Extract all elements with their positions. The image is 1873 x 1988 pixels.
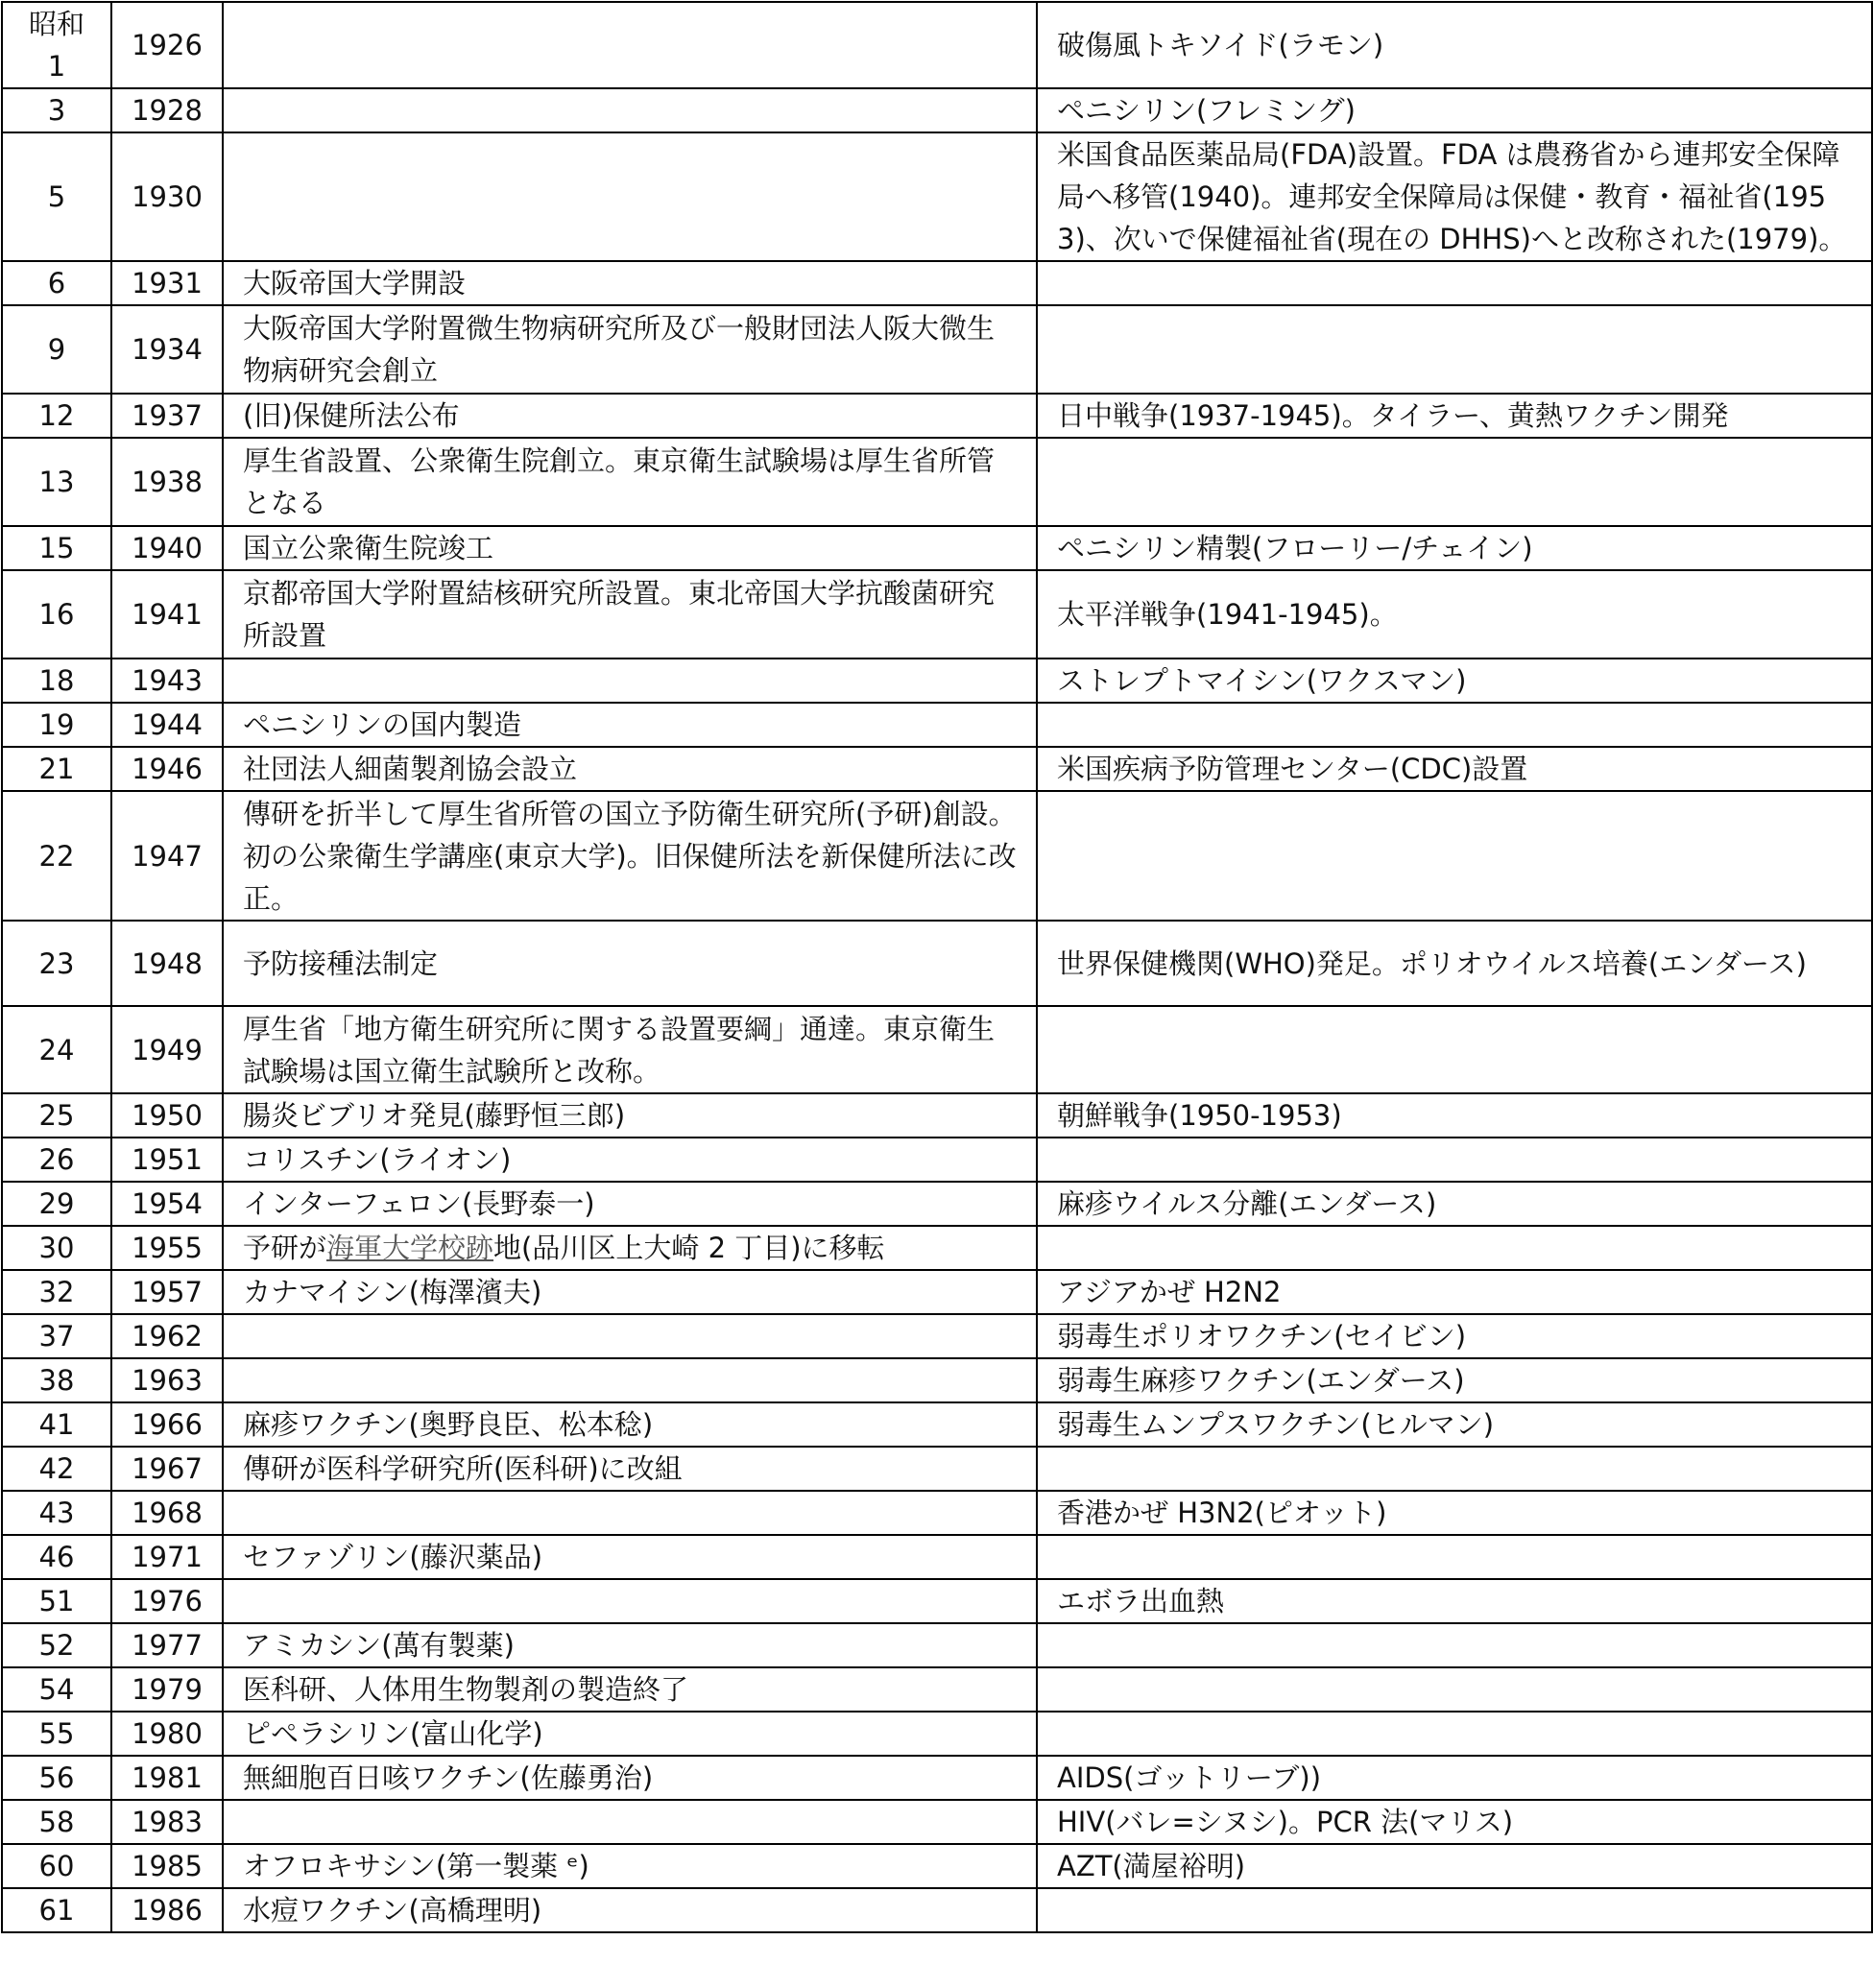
- table-row: [2, 132, 1872, 261]
- era-cell: 58: [2, 1800, 111, 1844]
- year-cell: 1944: [111, 703, 223, 747]
- world-event-cell: 日中戦争(1937-1945)。タイラー、黄熱ワクチン開発: [1037, 394, 1872, 438]
- japan-event-cell: [223, 132, 1037, 261]
- era-year: 1: [47, 50, 66, 83]
- era-cell: 23: [2, 921, 111, 1006]
- world-event-cell: [1037, 261, 1872, 305]
- year-cell: 1950: [111, 1093, 223, 1138]
- japan-event-cell: 厚生省「地方衛生研究所に関する設置要綱」通達。東京衛生試験場は国立衛生試験所と改称。: [223, 1006, 1037, 1093]
- world-event-cell: 太平洋戦争(1941-1945)。: [1037, 570, 1872, 659]
- era-cell: 3: [2, 88, 111, 132]
- japan-event-cell: セファゾリン(藤沢薬品): [223, 1535, 1037, 1579]
- era-cell: 43: [2, 1491, 111, 1535]
- era-cell: 29: [2, 1182, 111, 1226]
- world-event-cell: 破傷風トキソイド(ラモン): [1037, 2, 1872, 88]
- table-row: [2, 1667, 1872, 1712]
- year-cell: 1943: [111, 659, 223, 703]
- era-cell: 55: [2, 1712, 111, 1756]
- japan-event-cell: 大阪帝国大学附置微生物病研究所及び一般財団法人阪大微生物病研究会創立: [223, 305, 1037, 394]
- era-cell: 54: [2, 1667, 111, 1712]
- era-cell: 25: [2, 1093, 111, 1138]
- year-cell: 1941: [111, 570, 223, 659]
- japan-event-cell: 大阪帝国大学開設: [223, 261, 1037, 305]
- era-name: 昭和: [28, 8, 84, 40]
- japan-event-cell: 無細胞百日咳ワクチン(佐藤勇治): [223, 1756, 1037, 1800]
- table-row: [2, 1712, 1872, 1756]
- year-cell: 1940: [111, 526, 223, 570]
- era-cell: 46: [2, 1535, 111, 1579]
- japan-event-cell: (旧)保健所法公布: [223, 394, 1037, 438]
- era-cell: 18: [2, 659, 111, 703]
- japan-event-cell: ペニシリンの国内製造: [223, 703, 1037, 747]
- table-row: [2, 261, 1872, 305]
- japan-event-cell: [223, 1226, 1037, 1270]
- year-cell: 1951: [111, 1138, 223, 1182]
- era-cell: 21: [2, 747, 111, 791]
- year-cell: 1946: [111, 747, 223, 791]
- era-cell: 13: [2, 438, 111, 526]
- era-cell: 42: [2, 1447, 111, 1491]
- year-cell: 1977: [111, 1623, 223, 1667]
- world-event-cell: AZT(満屋裕明): [1037, 1844, 1872, 1888]
- year-cell: 1937: [111, 394, 223, 438]
- world-event-cell: [1037, 1006, 1872, 1093]
- japan-event-cell: 国立公衆衛生院竣工: [223, 526, 1037, 570]
- japan-event-text-post: 地(品川区上大崎 2 丁目)に移転: [493, 1232, 885, 1264]
- era-cell: 41: [2, 1402, 111, 1447]
- world-event-cell: [1037, 1623, 1872, 1667]
- year-cell: 1976: [111, 1579, 223, 1623]
- table-row: [2, 659, 1872, 703]
- japan-event-cell: [223, 1358, 1037, 1402]
- world-event-cell: ペニシリン精製(フローリー/チェイン): [1037, 526, 1872, 570]
- table-row: [2, 88, 1872, 132]
- world-event-cell: HIV(バレ=シヌシ)。PCR 法(マリス): [1037, 1800, 1872, 1844]
- world-event-cell: [1037, 703, 1872, 747]
- japan-event-cell: ピペラシリン(富山化学): [223, 1712, 1037, 1756]
- era-cell: 16: [2, 570, 111, 659]
- year-cell: 1971: [111, 1535, 223, 1579]
- year-cell: 1928: [111, 88, 223, 132]
- era-cell: 12: [2, 394, 111, 438]
- japan-event-cell: [223, 1800, 1037, 1844]
- table-row: [2, 1579, 1872, 1623]
- era-cell: 19: [2, 703, 111, 747]
- japan-event-cell: カナマイシン(梅澤濱夫): [223, 1270, 1037, 1314]
- year-cell: 1938: [111, 438, 223, 526]
- era-cell: 32: [2, 1270, 111, 1314]
- table-row: [2, 747, 1872, 791]
- world-event-cell: エボラ出血熱: [1037, 1579, 1872, 1623]
- world-event-cell: 香港かぜ H3N2(ピオット): [1037, 1491, 1872, 1535]
- year-cell: 1957: [111, 1270, 223, 1314]
- table-row: [2, 791, 1872, 921]
- japan-event-cell: 傳研が医科学研究所(医科研)に改組: [223, 1447, 1037, 1491]
- timeline-body: [2, 2, 1872, 1932]
- japan-event-text-pre: 予研が: [243, 1232, 327, 1264]
- world-event-cell: 朝鮮戦争(1950-1953): [1037, 1093, 1872, 1138]
- year-cell: 1986: [111, 1888, 223, 1932]
- world-event-cell: [1037, 1138, 1872, 1182]
- era-cell: 38: [2, 1358, 111, 1402]
- era-cell: [2, 2, 111, 88]
- japan-event-cell: オフロキサシン(第一製薬 ᵉ): [223, 1844, 1037, 1888]
- table-row: [2, 394, 1872, 438]
- year-cell: 1980: [111, 1712, 223, 1756]
- world-event-cell: 弱毒生ポリオワクチン(セイビン): [1037, 1314, 1872, 1358]
- timeline-table: [1, 1, 1873, 1933]
- japan-event-cell: [223, 659, 1037, 703]
- era-cell: 22: [2, 791, 111, 921]
- year-cell: 1983: [111, 1800, 223, 1844]
- era-cell: 9: [2, 305, 111, 394]
- table-row: [2, 1358, 1872, 1402]
- era-cell: 52: [2, 1623, 111, 1667]
- world-event-cell: アジアかぜ H2N2: [1037, 1270, 1872, 1314]
- table-row: [2, 570, 1872, 659]
- era-cell: 6: [2, 261, 111, 305]
- era-cell: 61: [2, 1888, 111, 1932]
- table-row: [2, 1270, 1872, 1314]
- table-row: [2, 921, 1872, 1006]
- world-event-cell: 弱毒生麻疹ワクチン(エンダース): [1037, 1358, 1872, 1402]
- place-link[interactable]: 海軍大学校跡: [326, 1232, 494, 1264]
- world-event-cell: [1037, 1667, 1872, 1712]
- year-cell: 1948: [111, 921, 223, 1006]
- year-cell: 1967: [111, 1447, 223, 1491]
- world-event-cell: 麻疹ウイルス分離(エンダース): [1037, 1182, 1872, 1226]
- year-cell: 1962: [111, 1314, 223, 1358]
- year-cell: 1930: [111, 132, 223, 261]
- world-event-cell: [1037, 438, 1872, 526]
- year-cell: 1968: [111, 1491, 223, 1535]
- table-row: [2, 703, 1872, 747]
- japan-event-cell: アミカシン(萬有製薬): [223, 1623, 1037, 1667]
- japan-event-cell: 厚生省設置、公衆衛生院創立。東京衛生試験場は厚生省所管となる: [223, 438, 1037, 526]
- era-cell: 37: [2, 1314, 111, 1358]
- era-cell: 15: [2, 526, 111, 570]
- japan-event-cell: インターフェロン(長野泰一): [223, 1182, 1037, 1226]
- japan-event-cell: 京都帝国大学附置結核研究所設置。東北帝国大学抗酸菌研究所設置: [223, 570, 1037, 659]
- world-event-cell: 世界保健機関(WHO)発足。ポリオウイルス培養(エンダース): [1037, 921, 1872, 1006]
- table-row: [2, 1447, 1872, 1491]
- year-cell: 1926: [111, 2, 223, 88]
- japan-event-cell: [223, 2, 1037, 88]
- world-event-cell: [1037, 305, 1872, 394]
- year-cell: 1954: [111, 1182, 223, 1226]
- world-event-cell: 弱毒生ムンプスワクチン(ヒルマン): [1037, 1402, 1872, 1447]
- world-event-cell: [1037, 1447, 1872, 1491]
- japan-event-cell: 麻疹ワクチン(奥野良臣、松本稔): [223, 1402, 1037, 1447]
- table-row: [2, 1491, 1872, 1535]
- year-cell: 1949: [111, 1006, 223, 1093]
- japan-event-cell: 水痘ワクチン(高橋理明): [223, 1888, 1037, 1932]
- table-row: [2, 1314, 1872, 1358]
- table-row: [2, 438, 1872, 526]
- japan-event-cell: 傳研を折半して厚生省所管の国立予防衛生研究所(予研)創設。初の公衆衛生学講座(東京大学)。旧保健所法を新保健所法に改正。: [223, 791, 1037, 921]
- table-row: [2, 1888, 1872, 1932]
- table-row: [2, 1402, 1872, 1447]
- world-event-cell: [1037, 1226, 1872, 1270]
- japan-event-cell: 医科研、人体用生物製剤の製造終了: [223, 1667, 1037, 1712]
- era-cell: 30: [2, 1226, 111, 1270]
- japan-event-cell: [223, 1314, 1037, 1358]
- table-row: [2, 1006, 1872, 1093]
- world-event-cell: [1037, 791, 1872, 921]
- japan-event-cell: [223, 1491, 1037, 1535]
- table-row: [2, 305, 1872, 394]
- year-cell: 1981: [111, 1756, 223, 1800]
- year-cell: 1985: [111, 1844, 223, 1888]
- table-row: [2, 526, 1872, 570]
- year-cell: 1947: [111, 791, 223, 921]
- year-cell: 1966: [111, 1402, 223, 1447]
- world-event-cell: AIDS(ゴットリーブ)): [1037, 1756, 1872, 1800]
- japan-event-cell: 予防接種法制定: [223, 921, 1037, 1006]
- table-row: [2, 1800, 1872, 1844]
- table-row: [2, 1535, 1872, 1579]
- table-row: [2, 1182, 1872, 1226]
- table-row: [2, 1844, 1872, 1888]
- japan-event-cell: [223, 1579, 1037, 1623]
- world-event-cell: ペニシリン(フレミング): [1037, 88, 1872, 132]
- world-event-cell: 米国疾病予防管理センター(CDC)設置: [1037, 747, 1872, 791]
- table-row: [2, 1226, 1872, 1270]
- era-cell: 56: [2, 1756, 111, 1800]
- era-cell: 60: [2, 1844, 111, 1888]
- table-row: [2, 2, 1872, 88]
- japan-event-cell: 社団法人細菌製剤協会設立: [223, 747, 1037, 791]
- japan-event-cell: 腸炎ビブリオ発見(藤野恒三郎): [223, 1093, 1037, 1138]
- year-cell: 1979: [111, 1667, 223, 1712]
- table-row: [2, 1756, 1872, 1800]
- table-row: [2, 1623, 1872, 1667]
- year-cell: 1963: [111, 1358, 223, 1402]
- world-event-cell: [1037, 1535, 1872, 1579]
- japan-event-cell: [223, 88, 1037, 132]
- year-cell: 1931: [111, 261, 223, 305]
- world-event-cell: [1037, 1712, 1872, 1756]
- year-cell: 1934: [111, 305, 223, 394]
- table-row: [2, 1138, 1872, 1182]
- year-cell: 1955: [111, 1226, 223, 1270]
- world-event-cell: 米国食品医薬品局(FDA)設置。FDA は農務省から連邦安全保障局へ移管(1940)。連邦安全保障局は保健・教育・福祉省(1953)、次いで保健福祉省(現在の DHHS)へと改称された(1979)。: [1037, 132, 1872, 261]
- era-cell: 24: [2, 1006, 111, 1093]
- table-row: [2, 1093, 1872, 1138]
- era-cell: 26: [2, 1138, 111, 1182]
- era-cell: 51: [2, 1579, 111, 1623]
- world-event-cell: [1037, 1888, 1872, 1932]
- world-event-cell: ストレプトマイシン(ワクスマン): [1037, 659, 1872, 703]
- era-cell: 5: [2, 132, 111, 261]
- japan-event-cell: コリスチン(ライオン): [223, 1138, 1037, 1182]
